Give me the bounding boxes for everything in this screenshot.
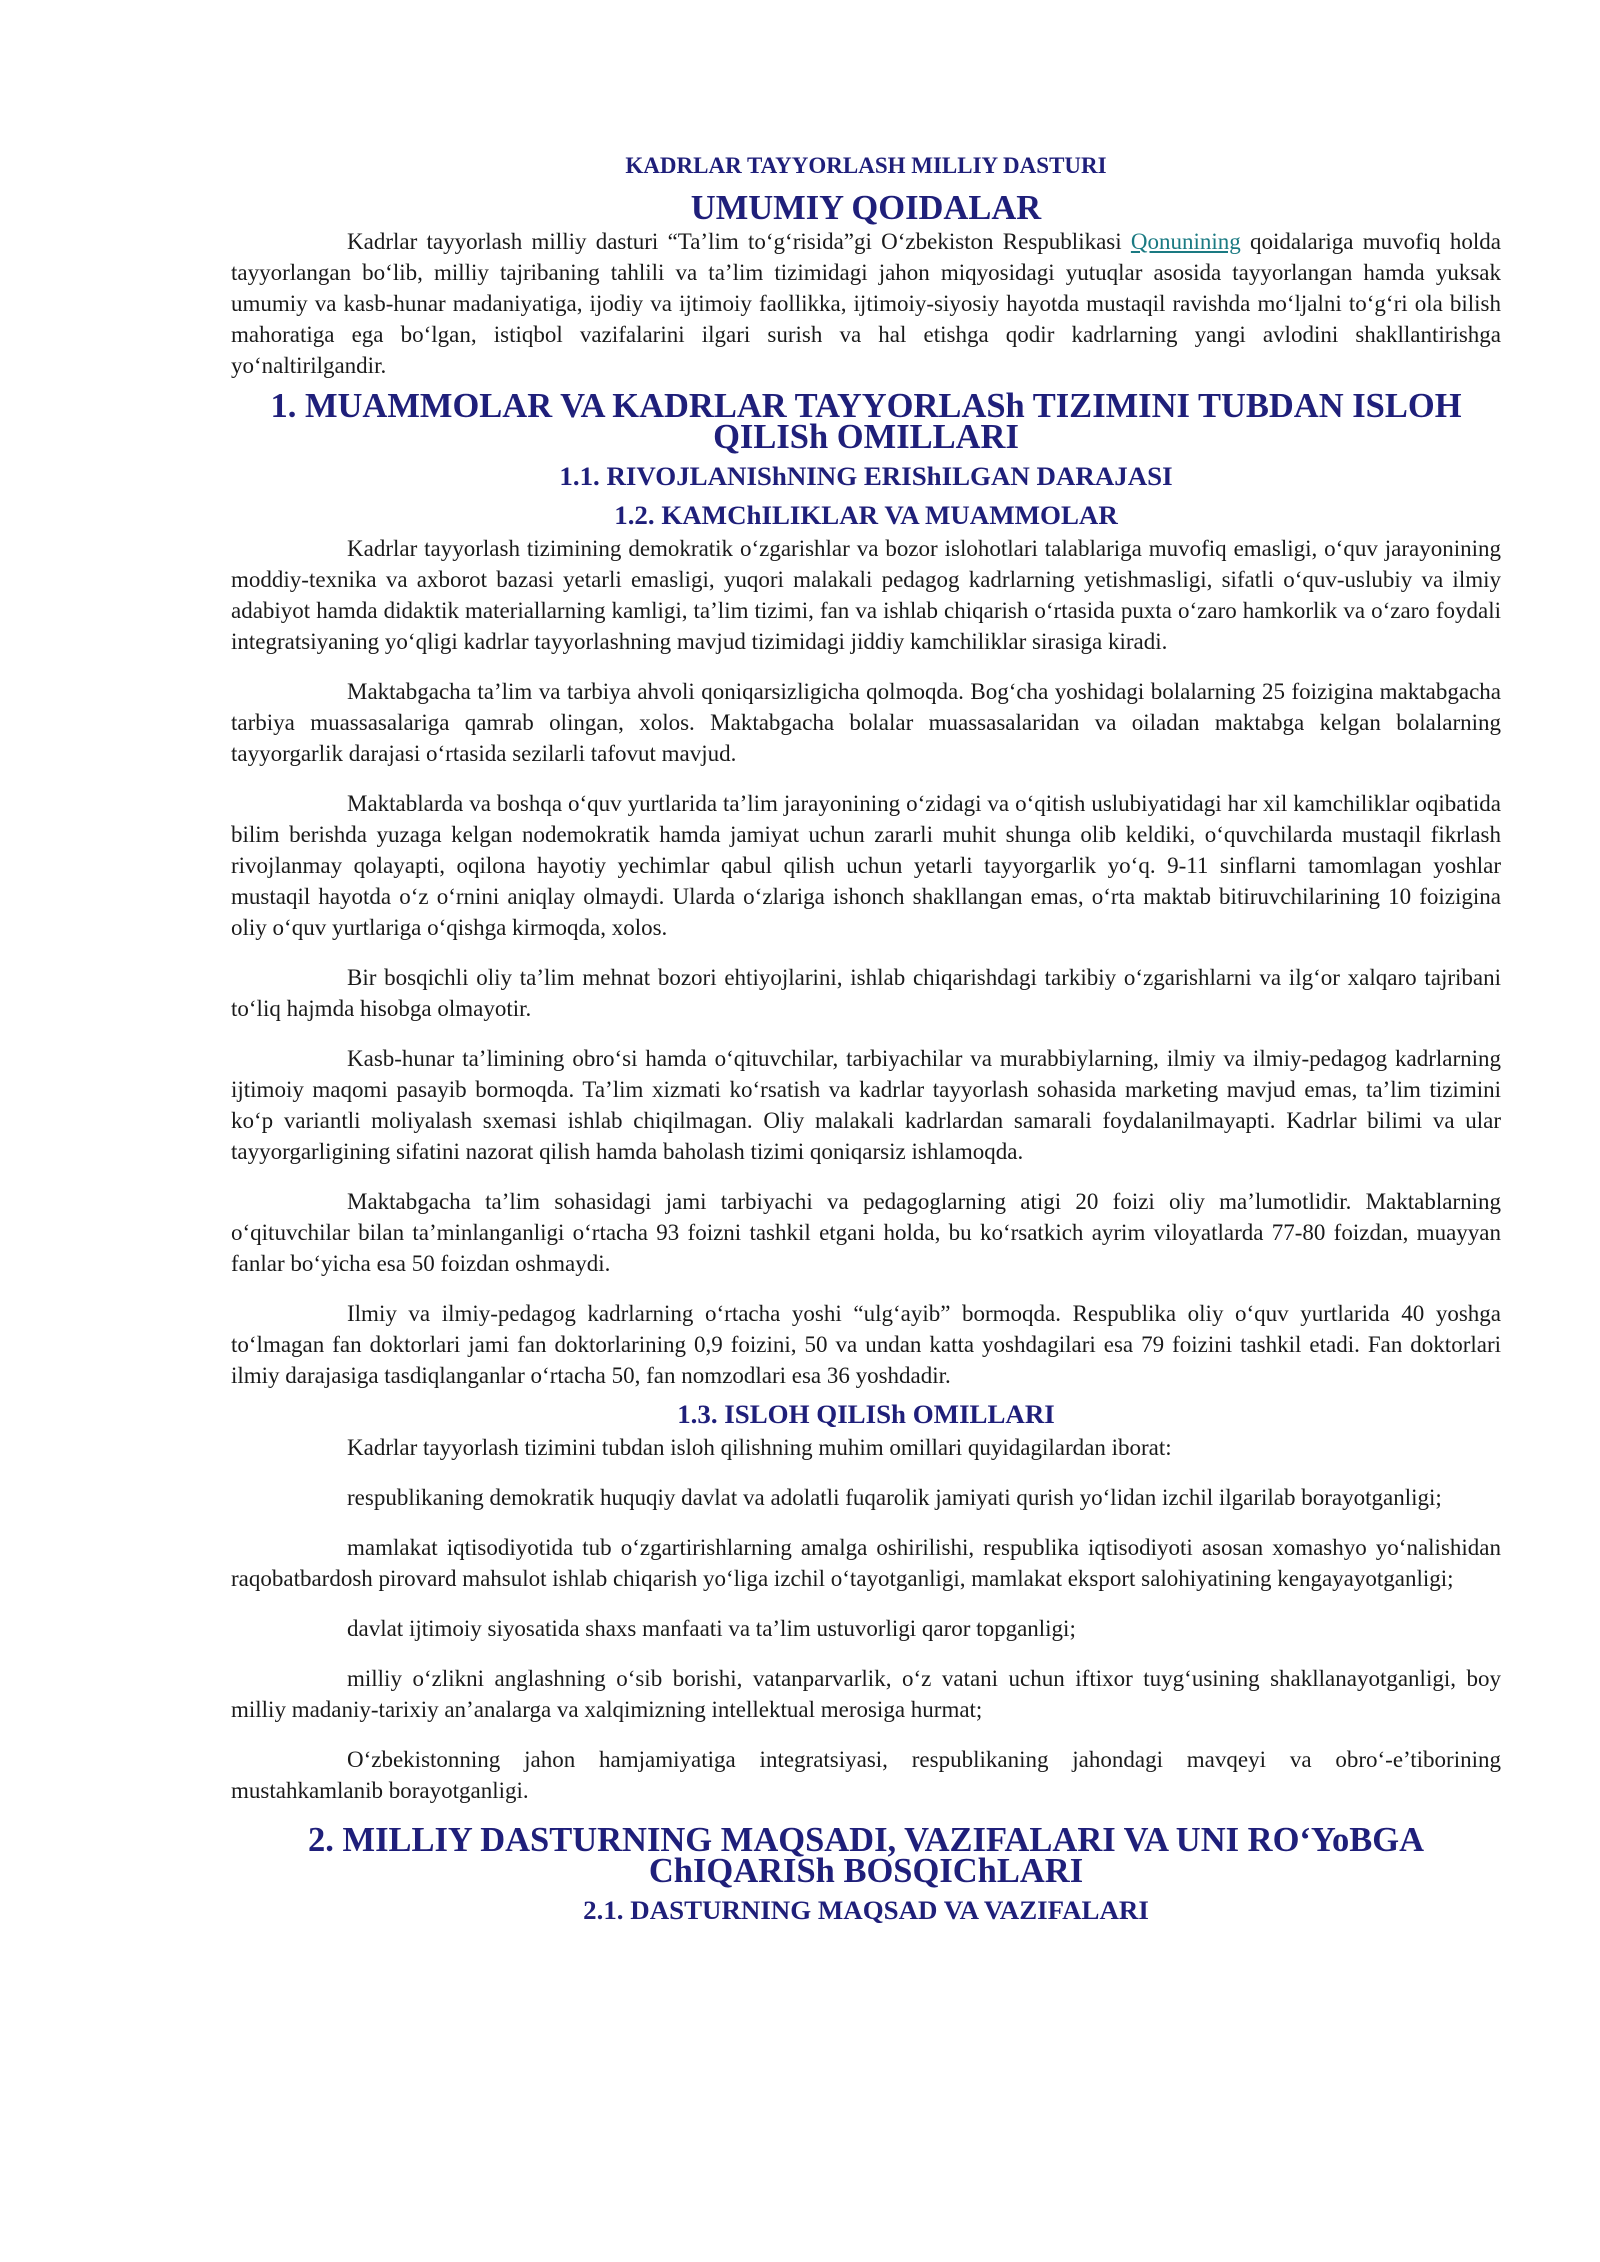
factor-item: respublikaning demokratik huquqiy davlat va adolatli fuqarolik jamiyati qurish yo‘lidan izchil ilgarilab borayotganligi; bbox=[347, 1485, 1442, 1510]
paragraph: Kasb-hunar ta’limining obro‘si hamda o‘qituvchilar, tarbiyachilar va murabbiylarning, ilmiy va ilmiy-pedagog kadrlarning ijtimoiy maqomi pasayib bormoqda. Ta’lim xizmati ko‘rsatish va kadrlar tayyorlash sohasida marketing mavjud emas, ta’lim tizimini ko‘p variantli moliyalash sxemasi ishlab chiqilmagan. Oliy malakali kadrlardan samarali foydalanilmayapti. Kadrlar bilimi va ular tayyorgarligining sifatini nazorat qilish hamda baholash tizimi qoniqarsiz ishlamoqda. bbox=[231, 1046, 1501, 1164]
section1-sub3-heading: 1.3. ISLOH QILISh OMILLARI bbox=[677, 1399, 1055, 1429]
paragraph: Maktabgacha ta’lim sohasidagi jami tarbiyachi va pedagoglarning atigi 20 foizi oliy ma’lumotlidir. Maktablarning o‘qituvchilar bilan ta’minlanganligi o‘rtacha 93 foizni tashkil etgani holda, bu ko‘rsatkich ayrim viloyatlarda 77-80 foizdan, muayyan fanlar bo‘yicha esa 50 foizdan oshmaydi. bbox=[231, 1189, 1501, 1276]
paragraph: Maktabgacha ta’lim va tarbiya ahvoli qoniqarsizligicha qolmoqda. Bog‘cha yoshidagi bolalarning 25 foizigina maktabgacha tarbiya muassasalariga qamrab olingan, xolos. Maktabgacha bolalar muassasalaridan va oiladan maktabga kelgan bolalarning tayyorgarlik darajasi o‘rtasida sezilarli tafovut mavjud. bbox=[231, 679, 1501, 766]
document-page bbox=[231, 150, 1501, 1928]
factor-item: O‘zbekistonning jahon hamjamiyatiga integratsiyasi, respublikaning jahondagi mavqeyi va obro‘-e’tiborining mustahkamlanib borayotganligi. bbox=[231, 1747, 1501, 1803]
paragraph: Maktablarda va boshqa o‘quv yurtlarida ta’lim jarayonining o‘zidagi va o‘qitish uslubiyatidagi har xil kamchiliklar oqibatida bilim berishda yuzaga kelgan nodemokratik hamda jamiyat uchun zararli muhit shunga olib keldiki, o‘quvchilarda mustaqil fikrlash rivojlanmay qolayapti, oqilona hayotiy yechimlar qabul qilish uchun yetarli tayyorgarlik yo‘q. 9-11 sinflarni tamomlagan yoshlar mustaqil hayotda o‘z o‘rnini aniqlay olmaydi. Ularda o‘zlariga ishonch shakllangan emas, o‘rta maktab bitiruvchilarining 10 foizigina oliy o‘quv yurtlariga o‘qishga kirmoqda, xolos. bbox=[231, 791, 1501, 940]
factor-item: mamlakat iqtisodiyotida tub o‘zgartirishlarning amalga oshirilishi, respublika iqtisodiyoti asosan xomashyo yo‘nalishidan raqobatbardosh pirovard mahsulot ishlab chiqarish yo‘liga izchil o‘tayotganligi, mamlakat eksport salohiyatining kengayayotganligi; bbox=[231, 1535, 1501, 1591]
factors-intro: Kadrlar tayyorlash tizimini tubdan isloh qilishning muhim omillari quyidagilardan iborat: bbox=[347, 1435, 1172, 1460]
qonun-link[interactable]: Qonunining bbox=[1130, 229, 1241, 254]
section1-heading: 1. MUAMMOLAR VA KADRLAR TAYYORLASh TIZIMINI TUBDAN ISLOH QILISh OMILLARI bbox=[270, 387, 1462, 456]
section2-sub1-heading: 2.1. DASTURNING MAQSAD VA VAZIFALARI bbox=[583, 1895, 1149, 1925]
intro-paragraph bbox=[231, 226, 1501, 381]
intro-text-before: Kadrlar tayyorlash milliy dasturi “Ta’lim to‘g‘risida”gi O‘zbekiston Respublikasi bbox=[347, 229, 1131, 254]
paragraph: Kadrlar tayyorlash tizimining demokratik o‘zgarishlar va bozor islohotlari talablariga muvofiq emasligi, o‘quv jarayonining moddiy-texnika va axborot bazasi yetarli emasligi, yuqori malakali pedagog kadrlarning yetishmasligi, sifatli o‘quv-uslubiy va ilmiy adabiyot hamda didaktik materiallarning kamligi, ta’lim tizimi, fan va ishlab chiqarish o‘rtasida puxta o‘zaro hamkorlik va o‘zaro foydali integratsiyaning yo‘qligi kadrlar tayyorlashning mavjud tizimidagi jiddiy kamchiliklar sirasiga kiradi. bbox=[231, 536, 1501, 654]
general-heading: UMUMIY QOIDALAR bbox=[690, 189, 1042, 227]
factor-item: milliy o‘zlikni anglashning o‘sib borishi, vatanparvarlik, o‘z vatani uchun iftixor tuyg‘usining shakllanayotganligi, boy milliy madaniy-tarixiy an’analarga va xalqimizning intellektual merosiga hurmat; bbox=[231, 1666, 1501, 1722]
section1-sub1-heading: 1.1. RIVOJLANIShNING ERIShILGAN DARAJASI bbox=[559, 461, 1173, 491]
document-title: KADRLAR TAYYORLASH MILLIY DASTURI bbox=[625, 153, 1107, 178]
paragraph: Bir bosqichli oliy ta’lim mehnat bozori ehtiyojlarini, ishlab chiqarishdagi tarkibiy o‘zgarishlarni va ilg‘or xalqaro tajribani to‘liq hajmda hisobga olmayotir. bbox=[231, 965, 1501, 1021]
section2-heading: 2. MILLIY DASTURNING MAQSADI, VAZIFALARI VA UNI RO‘YoBGA ChIQARISh BOSQIChLARI bbox=[308, 1821, 1424, 1890]
paragraph: Ilmiy va ilmiy-pedagog kadrlarning o‘rtacha yoshi “ulg‘ayib” bormoqda. Respublika oliy o‘quv yurtlarida 40 yoshga to‘lmagan fan doktorlari jami fan doktorlarining 0,9 foizini, 50 va undan katta yoshdagilari esa 79 foizini tashkil etadi. Fan doktorlari ilmiy darajasiga tasdiqlanganlar o‘rtacha 50, fan nomzodlari esa 36 yoshdadir. bbox=[231, 1301, 1501, 1388]
factor-item: davlat ijtimoiy siyosatida shaxs manfaati va ta’lim ustuvorligi qaror topganligi; bbox=[347, 1616, 1076, 1641]
section1-sub2-heading: 1.2. KAMChILIKLAR VA MUAMMOLAR bbox=[614, 500, 1118, 530]
intro-text-after: qoidalariga muvofiq holda tayyorlangan bo‘lib, milliy tajribaning tahlili va ta’lim tizimidagi jahon miqyosidagi yutuqlar asosida tayyorlangan hamda yuksak umumiy va kasb-hunar madaniyatiga, ijodiy va ijtimoiy faollikka, ijtimoiy-siyosiy hayotda mustaqil ravishda mo‘ljalni to‘g‘ri ola bilish mahoratiga ega bo‘lgan, istiqbol vazifalarini ilgari surish va hal etishga qodir kadrlarning yangi avlodini shakllantirishga yo‘naltirilgandir. bbox=[231, 229, 1502, 378]
